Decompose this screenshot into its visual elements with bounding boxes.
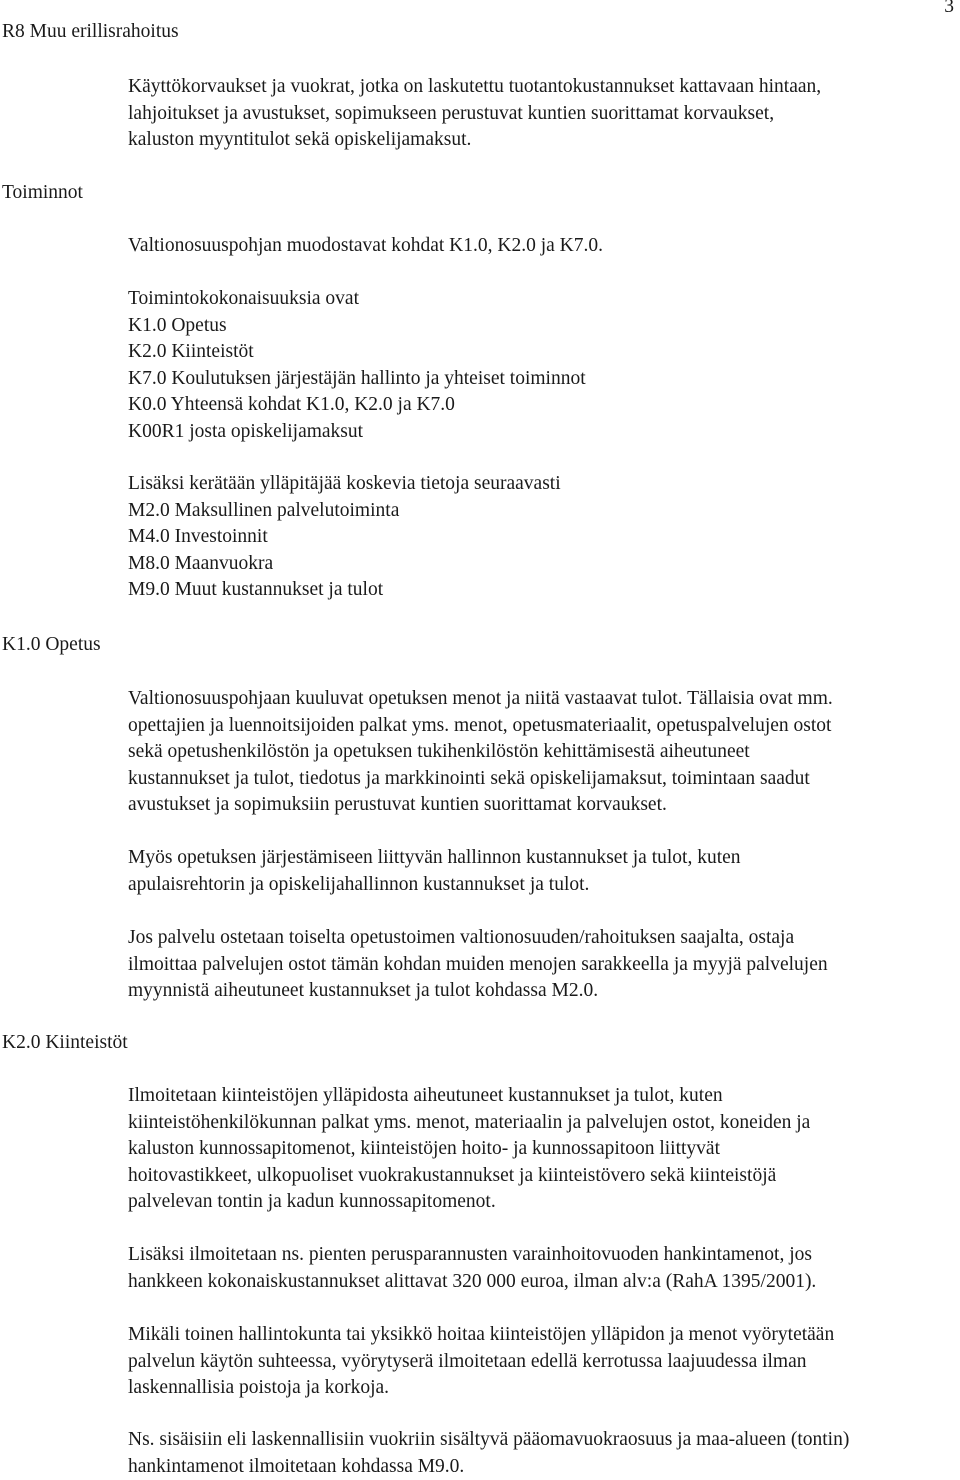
k2-paragraph-2 [128,1242,954,1295]
text-line: Mikäli toinen hallintokunta tai yksikkö hoitaa kiinteistöjen ylläpidon ja menot vyörytetään [128,1322,954,1349]
text-line: kaluston myyntitulot sekä opiskelijamaksut. [128,127,954,154]
text-line: Myös opetuksen järjestämiseen liittyvän hallinnon kustannukset ja tulot, kuten [128,845,954,872]
list-item: M4.0 Investoinnit [128,524,954,551]
k2-paragraph-3 [128,1322,954,1402]
list-item: K7.0 Koulutuksen järjestäjän hallinto ja yhteiset toiminnot [128,366,954,393]
section-heading-r8: R8 Muu erillisrahoitus [2,19,179,46]
text-line: Ilmoitetaan kiinteistöjen ylläpidosta aiheutuneet kustannukset ja tulot, kuten [128,1083,954,1110]
text-line: sekä opetushenkilöstön ja opetuksen tukihenkilöstön kehittämisestä aiheutuneet [128,739,954,766]
text-line: hankintamenot ilmoitetaan kohdassa M9.0. [128,1454,954,1480]
section-heading-k1: K1.0 Opetus [2,632,101,659]
text-line: kaluston kunnossapitomenot, kiinteistöjen hoito- ja kunnossapitoon liittyvät [128,1136,954,1163]
list-item: K0.0 Yhteensä kohdat K1.0, K2.0 ja K7.0 [128,392,954,419]
text-line: palvelun käytön suhteessa, vyörytyserä ilmoitetaan edellä kerrotussa laajuudessa ilman [128,1349,954,1376]
text-line: lahjoitukset ja avustukset, sopimukseen perustuvat kuntien suorittamat korvaukset, [128,101,954,128]
text-line: hankkeen kokonaiskustannukset alittavat 320 000 euroa, ilman alv:a (RahA 1395/2001). [128,1269,954,1296]
text-line: Käyttökorvaukset ja vuokrat, jotka on laskutettu tuotantokustannukset kattavaan hintaan, [128,74,954,101]
text-line: Lisäksi ilmoitetaan ns. pienten perusparannusten varainhoitovuoden hankintamenot, jos [128,1242,954,1269]
text-line: avustukset ja sopimuksiin perustuvat kuntien suorittamat korvaukset. [128,792,954,819]
extra-title: Lisäksi kerätään ylläpitäjää koskevia tietoja seuraavasti [128,471,954,498]
text-line: hoitovastikkeet, ulkopuoliset vuokrakustannukset ja kiinteistövero sekä kiinteistöjä [128,1163,954,1190]
text-line: ilmoittaa palvelujen ostot tämän kohdan muiden menojen sarakkeella ja myyjä palvelujen [128,952,954,979]
text-line: Ns. sisäisiin eli laskennallisiin vuokriin sisältyvä pääomavuokraosuus ja maa-alueen (tontin) [128,1427,954,1454]
list-item: K00R1 josta opiskelijamaksut [128,419,954,446]
k2-paragraph-4 [128,1427,954,1480]
section-heading-k2: K2.0 Kiinteistöt [2,1030,128,1057]
text-line: Valtionosuuspohjaan kuuluvat opetuksen menot ja niitä vastaavat tulot. Tällaisia ovat mm. [128,686,954,713]
text-line: Jos palvelu ostetaan toiselta opetustoimen valtionosuuden/rahoituksen saajalta, ostaja [128,925,954,952]
text-line: laskennallisia poistoja ja korkoja. [128,1375,954,1402]
page-number: 3 [944,0,954,21]
text-line: kustannukset ja tulot, tiedotus ja markkinointi sekä opiskelijamaksut, toimintaan saadut [128,766,954,793]
k2-paragraph-1 [128,1083,954,1216]
list-item: K2.0 Kiinteistöt [128,339,954,366]
list-item: M2.0 Maksullinen palvelutoiminta [128,498,954,525]
toiminnot-extra [128,471,954,604]
toiminnot-basis: Valtionosuuspohjan muodostavat kohdat K1.0, K2.0 ja K7.0. [128,233,954,260]
section-heading-toiminnot: Toiminnot [2,180,83,207]
k1-paragraph-2 [128,845,954,898]
text-line: opettajien ja luennoitsijoiden palkat yms. menot, opetusmateriaalit, opetuspalvelujen ostot [128,713,954,740]
text-line: apulaisrehtorin ja opiskelijahallinnon kustannukset ja tulot. [128,872,954,899]
toiminnot-entities [128,286,954,445]
k1-paragraph-1 [128,686,954,819]
entities-title: Toimintokokonaisuuksia ovat [128,286,954,313]
list-item: M8.0 Maanvuokra [128,551,954,578]
text-line: myynnistä aiheutuneet kustannukset ja tulot kohdassa M2.0. [128,978,954,1005]
text-line: kiinteistöhenkilökunnan palkat yms. menot, materiaalin ja palvelujen ostot, koneiden ja [128,1110,954,1137]
text-line: palvelevan tontin ja kadun kunnossapitomenot. [128,1189,954,1216]
r8-description [128,74,954,154]
k1-paragraph-3 [128,925,954,1005]
list-item: K1.0 Opetus [128,313,954,340]
list-item: M9.0 Muut kustannukset ja tulot [128,577,954,604]
